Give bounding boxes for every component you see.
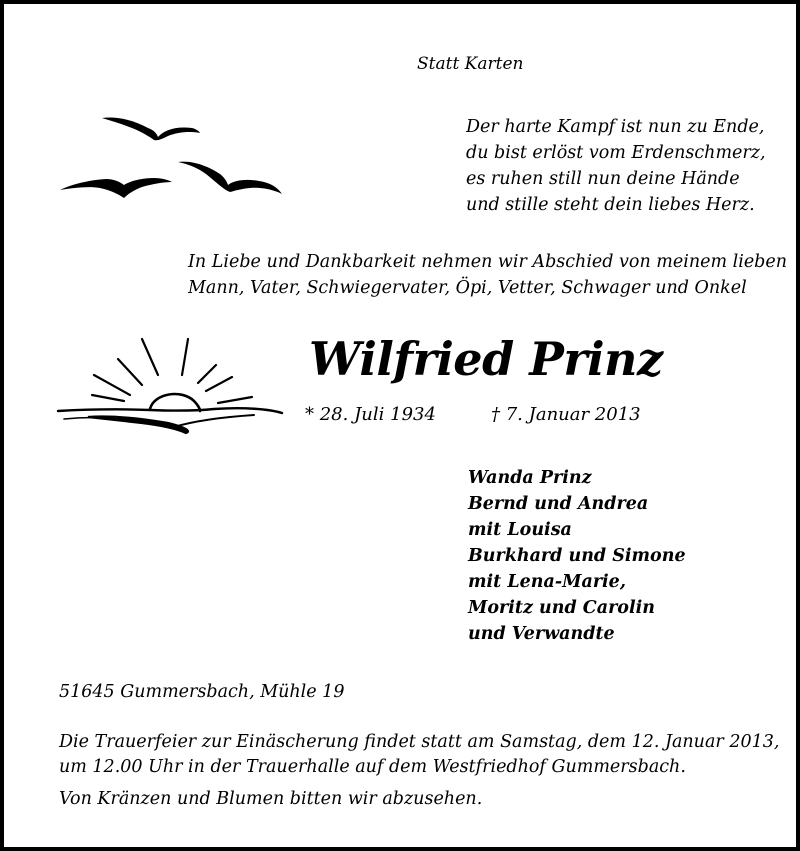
ceremony-details	[59, 730, 779, 780]
address: 51645 Gummersbach, Mühle 19	[59, 682, 345, 702]
mourner-entry: Moritz und Carolin	[468, 598, 655, 618]
mourner-entry: Bernd und Andrea	[468, 494, 649, 514]
poem-line: Der harte Kampf ist nun zu Ende,	[466, 117, 765, 137]
poem-line: und stille steht dein liebes Herz.	[466, 195, 755, 215]
mourner-entry: mit Louisa	[468, 520, 572, 540]
sunset-icon	[54, 329, 294, 439]
flying-birds-icon	[54, 104, 294, 204]
mourner-entry: Burkhard und Simone	[468, 546, 686, 566]
poem	[466, 114, 766, 218]
intro-text	[188, 249, 787, 301]
poem-line: du bist erlöst vom Erdenschmerz,	[466, 143, 766, 163]
death-date: † 7. Januar 2013	[491, 404, 641, 425]
ceremony-line: Die Trauerfeier zur Einäscherung findet statt am Samstag, dem 12. Januar 2013,	[59, 732, 780, 752]
mourner-entry: Wanda Prinz	[468, 468, 592, 488]
intro-line: In Liebe und Dankbarkeit nehmen wir Abschied von meinem lieben	[188, 252, 788, 272]
mourner-entry: mit Lena-Marie,	[468, 572, 626, 592]
deceased-name: Wilfried Prinz	[309, 332, 663, 386]
intro-line: Mann, Vater, Schwiegervater, Öpi, Vetter, Schwager und Onkel	[188, 278, 747, 298]
ceremony-line: um 12.00 Uhr in der Trauerhalle auf dem Westfriedhof Gummersbach.	[59, 757, 686, 777]
flowers-note: Von Kränzen und Blumen bitten wir abzusehen.	[59, 789, 483, 809]
birth-date: * 28. Juli 1934	[305, 404, 436, 425]
mourners-list	[468, 465, 686, 647]
poem-line: es ruhen still nun deine Hände	[466, 169, 740, 189]
mourner-entry: und Verwandte	[468, 624, 615, 644]
notice-heading: Statt Karten	[417, 54, 524, 74]
